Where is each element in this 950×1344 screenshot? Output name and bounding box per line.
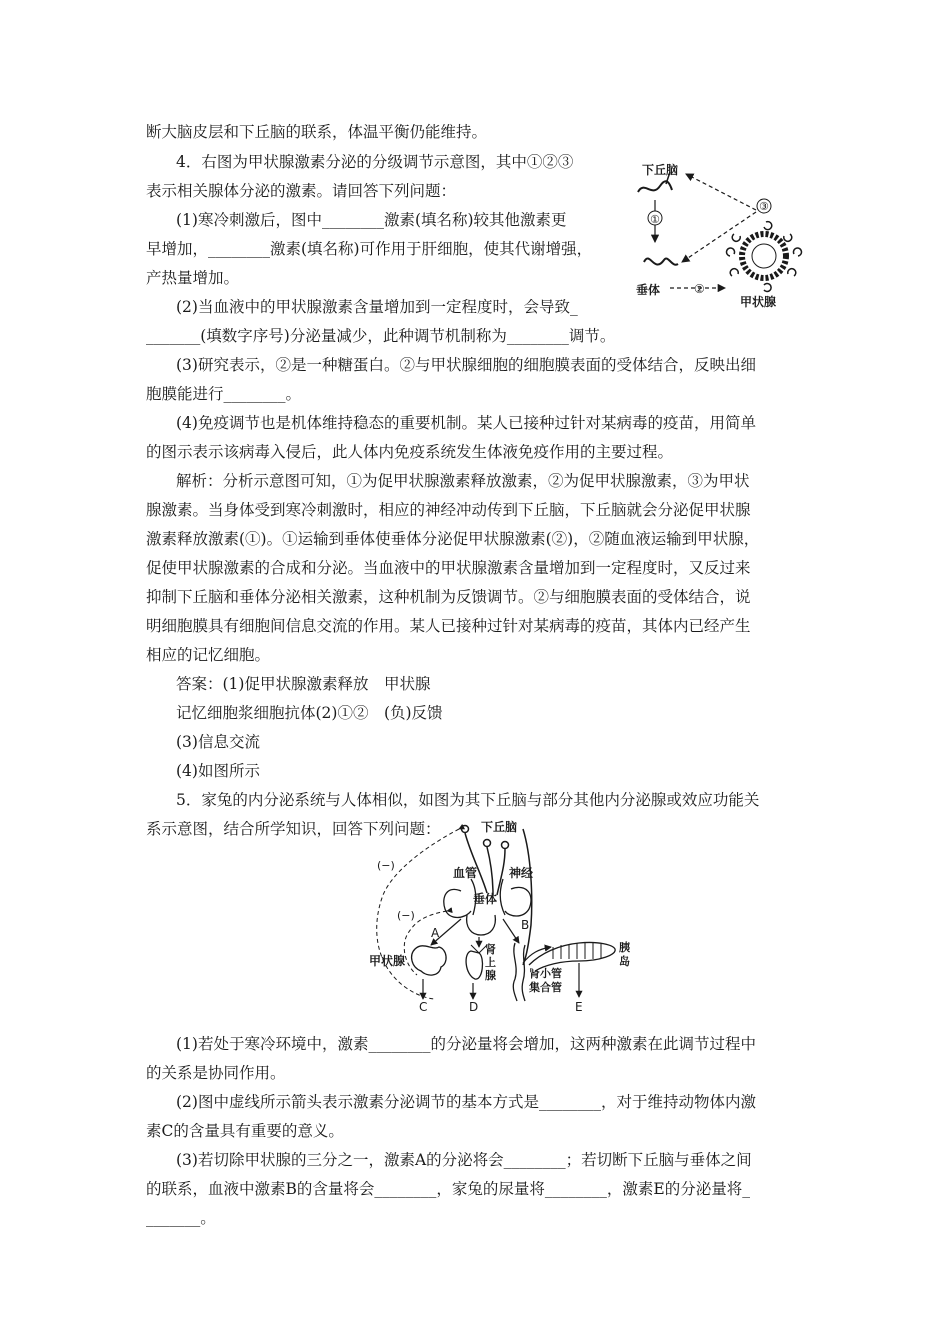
text-line: 激素释放激素(①)。①运输到垂体使垂体分泌促甲状腺激素(②)，②随血液运输到甲状腺， [146, 530, 760, 548]
hormone-d-label: D [469, 1000, 479, 1013]
adrenal-gland [466, 951, 482, 979]
collecting-duct-label: 集合管 [529, 981, 562, 994]
answer-line: (4)如图所示 [176, 762, 260, 780]
hormone-1-label: ① [650, 213, 660, 226]
text-line: 产热量增加。 [146, 269, 240, 287]
adrenal-label-3: 腺 [485, 969, 496, 982]
adrenal-label-1: 肾 [485, 943, 496, 956]
question-4-intro: 4．右图为甲状腺激素分泌的分级调节示意图，其中①②③ [176, 153, 574, 171]
hormone-3-label: ③ [759, 200, 769, 213]
text-line: 素C的含量具有重要的意义。 [146, 1122, 344, 1140]
hypothalamus-label: 下丘脑 [481, 820, 518, 834]
text-line: 的联系，血液中激素B的含量将会________，家兔的尿量将________，激素E的分泌量将_ [146, 1180, 750, 1198]
kidney-tubules [513, 943, 525, 1001]
text-line: _______(填数字序号)分泌量减少，此种调节机制称为________调节。 [146, 327, 616, 345]
pituitary-label: 垂体 [473, 892, 498, 906]
hypothalamus-label: 下丘脑 [642, 163, 679, 177]
answer-line: 答案：(1)促甲状腺激素释放 甲状腺 [176, 675, 431, 693]
feedback-arrow-hypothalamus [377, 829, 459, 999]
hormone-e-label: E [575, 1000, 583, 1013]
adrenal-label-2: 上 [485, 956, 496, 969]
text-line: 促使甲状腺激素的合成和分泌。当血液中的甲状腺激素含量增加到一定程度时，又反过来 [146, 559, 751, 577]
tubule-label: 肾小管 [529, 967, 562, 980]
nerve-label: 神经 [509, 866, 534, 880]
rabbit-endocrine-figure [355, 815, 640, 1013]
question-5-intro: 5．家兔的内分泌系统与人体相似，如图为其下丘脑与部分其他内分泌腺或效应功能关 [176, 791, 760, 809]
thyroid-regulation-figure [630, 150, 810, 325]
text-line: 早增加，________激素(填名称)可作用于肝细胞，使其代谢增强， [146, 240, 593, 258]
question-4-4: (4)免疫调节也是机体维持稳态的重要机制。某人已接种过针对某病毒的疫苗，用简单 [176, 414, 756, 432]
arrow-h3-to-hypothalamus [686, 174, 756, 210]
text-line: 系示意图，结合所学知识，回答下列问题： [146, 820, 441, 838]
islet-label-1: 胰 [619, 941, 630, 954]
analysis-paragraph: 解析：分析示意图可知，①为促甲状腺激素释放激素，②为促甲状腺激素，③为甲状 [176, 472, 750, 490]
text-line: 明细胞膜具有细胞间信息交流的作用。某人已接种过针对某病毒的疫苗，其体内已经产生 [146, 617, 751, 635]
thyroid-follicle [727, 222, 802, 292]
text-line: 的图示表示该病毒入侵后，此人体内免疫系统发生体液免疫作用的主要过程。 [146, 443, 674, 461]
negative-feedback-2: (−) [397, 909, 415, 922]
text-line: 表示相关腺体分泌的激素。请回答下列问题： [146, 182, 457, 200]
hormone-a-label: A [431, 926, 440, 940]
hormone-b-label: B [521, 918, 530, 932]
text-line: 的关系是协同作用。 [146, 1064, 286, 1082]
answer-line: 记忆细胞浆细胞抗体(2)①② (负)反馈 [176, 704, 443, 722]
text-line: 胞膜能进行________。 [146, 385, 302, 403]
arrow-b [503, 919, 519, 943]
thyroid-label: 甲状腺 [369, 954, 406, 968]
thyroid-gland [412, 946, 446, 975]
islet-label-2: 岛 [619, 955, 630, 968]
question-5-3: (3)若切除甲状腺的三分之一，激素A的分泌将会________；若切断下丘脑与垂体之间 [176, 1151, 752, 1169]
vessel-label: 血管 [453, 866, 478, 880]
pancreas [529, 942, 615, 971]
answer-line: (3)信息交流 [176, 733, 260, 751]
negative-feedback-1: (−) [377, 859, 395, 872]
question-5-2: (2)图中虚线所示箭头表示激素分泌调节的基本方式是________，对于维持动物体内激 [176, 1093, 756, 1111]
question-4-2: (2)当血液中的甲状腺激素含量增加到一定程度时，会导致_ [176, 298, 578, 316]
thyroid-label: 甲状腺 [740, 295, 777, 309]
question-5-1: (1)若处于寒冷环境中，激素________的分泌量将会增加，这两种激素在此调节过程中 [176, 1035, 756, 1053]
text-line: 相应的记忆细胞。 [146, 646, 271, 664]
question-4-1: (1)寒冷刺激后，图中________激素(填名称)较其他激素更 [176, 211, 567, 229]
hormone-c-label: C [419, 1000, 428, 1013]
pituitary-label: 垂体 [636, 283, 661, 297]
text-line: _______。 [146, 1209, 216, 1227]
hormone-2-label: ② [694, 282, 705, 296]
pituitary-shape [644, 258, 678, 264]
question-4-3: (3)研究表示，②是一种糖蛋白。②与甲状腺细胞的细胞膜表面的受体结合，反映出细 [176, 356, 756, 374]
text-line: 腺激素。当身体受到寒冷刺激时，相应的神经冲动传到下丘脑，下丘脑就会分泌促甲状腺 [146, 501, 751, 519]
text-line: 断大脑皮层和下丘脑的联系，体温平衡仍能维持。 [146, 123, 488, 141]
text-line: 抑制下丘脑和垂体分泌相关激素，这种机制为反馈调节。②与细胞膜表面的受体结合，说 [146, 588, 751, 606]
